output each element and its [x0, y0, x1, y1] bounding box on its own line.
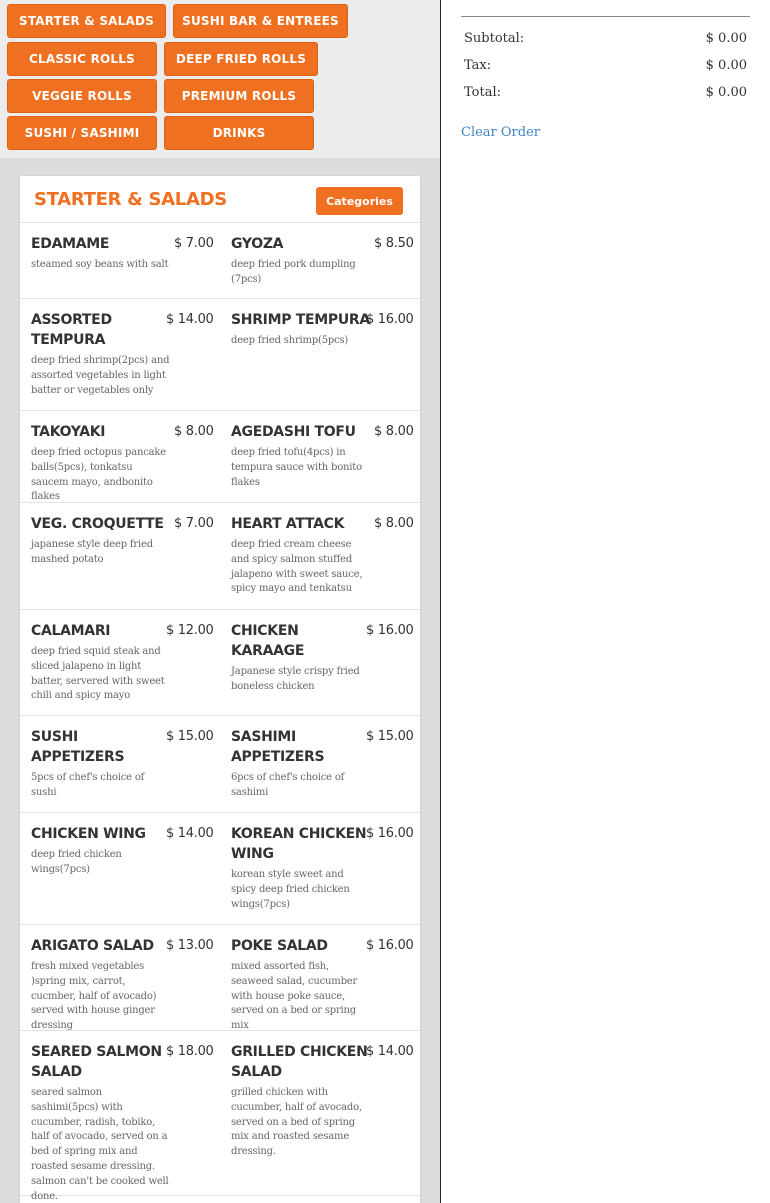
- item-price: $ 14.00: [166, 312, 214, 327]
- item-name: KOREAN CHICKEN WING: [231, 826, 367, 862]
- menu-row: [20, 299, 420, 411]
- menu-item[interactable]: [220, 503, 420, 609]
- item-name: ARIGATO SALAD: [31, 938, 154, 954]
- item-price: $ 7.00: [174, 236, 214, 251]
- menu-item[interactable]: [220, 925, 420, 1030]
- item-name: EDAMAME: [31, 236, 110, 252]
- menu-section-title: STARTER & SALADS: [34, 189, 227, 210]
- item-price: $ 15.00: [366, 729, 414, 744]
- item-name: GYOZA: [231, 236, 284, 252]
- menu-item[interactable]: [220, 716, 420, 812]
- menu-item[interactable]: [20, 299, 220, 410]
- item-name: CALAMARI: [31, 623, 111, 639]
- menu-row: [20, 716, 420, 813]
- menu-row: [20, 223, 420, 299]
- menu-item[interactable]: [20, 1031, 220, 1202]
- menu-item[interactable]: [220, 411, 420, 502]
- category-button-sushi-sashimi[interactable]: SUSHI / SASHIMI: [7, 116, 157, 150]
- menu-item[interactable]: [20, 716, 220, 812]
- category-button-sushi-bar-entrees[interactable]: SUSHI BAR & ENTREES: [173, 4, 348, 38]
- category-nav: [0, 0, 440, 158]
- categories-button[interactable]: Categories: [316, 187, 403, 215]
- item-name: TAKOYAKI: [31, 424, 106, 440]
- item-price: $ 16.00: [366, 826, 414, 841]
- tax-row: [464, 58, 747, 73]
- menu-item[interactable]: [220, 610, 420, 715]
- item-name: SEARED SALMON SALAD: [31, 1044, 162, 1080]
- item-description: Japanese style crispy fried boneless chicken: [231, 666, 360, 692]
- item-description: grilled chicken with cucumber, half of avocado, served on a bed of spring mix and roasted sesame dressing.: [231, 1087, 362, 1158]
- item-description: deep fried tofu(4pcs) in tempura sauce with bonito flakes: [231, 447, 362, 488]
- item-name: AGEDASHI TOFU: [231, 424, 356, 440]
- tax-label: Tax:: [464, 58, 492, 73]
- menu-row: [20, 610, 420, 716]
- summary-divider: [461, 16, 750, 17]
- menu-row: [20, 503, 420, 610]
- item-price: $ 8.00: [374, 516, 414, 531]
- item-price: $ 14.00: [366, 1044, 414, 1059]
- item-description: deep fried pork dumpling (7pcs): [231, 259, 356, 285]
- item-name: POKE SALAD: [231, 938, 328, 954]
- subtotal-label: Subtotal:: [464, 31, 525, 46]
- menu-item[interactable]: [220, 1031, 420, 1195]
- item-description: deep fried squid steak and sliced jalapeno in light batter, servered with sweet chili and spicy mayo: [31, 646, 165, 702]
- menu-item[interactable]: [20, 411, 220, 502]
- category-button-drinks[interactable]: DRINKS: [164, 116, 314, 150]
- menu-item[interactable]: [220, 223, 420, 298]
- menu-item[interactable]: [20, 610, 220, 715]
- item-price: $ 7.00: [174, 516, 214, 531]
- menu-item[interactable]: [20, 813, 220, 924]
- tax-value: $ 0.00: [705, 58, 747, 73]
- item-description: steamed soy beans with salt: [31, 259, 169, 270]
- item-price: $ 18.00: [166, 1044, 214, 1059]
- menu-row: [20, 1031, 420, 1202]
- total-row: [464, 85, 747, 100]
- category-button-veggie-rolls[interactable]: VEGGIE ROLLS: [7, 79, 157, 113]
- item-price: $ 16.00: [366, 312, 414, 327]
- item-price: $ 16.00: [366, 623, 414, 638]
- category-button-premium-rolls[interactable]: PREMIUM ROLLS: [164, 79, 314, 113]
- menu-row: [20, 411, 420, 503]
- item-description: 6pcs of chef's choice of sashimi: [231, 772, 345, 798]
- subtotal-value: $ 0.00: [705, 31, 747, 46]
- item-name: HEART ATTACK: [231, 516, 345, 532]
- item-description: japanese style deep fried mashed potato: [31, 539, 153, 565]
- item-name: CHICKEN WING: [31, 826, 146, 842]
- item-description: fresh mixed vegetables )spring mix, carrot, cucmber, half of avocado) served with house ginger dressing: [31, 961, 157, 1032]
- item-price: $ 15.00: [166, 729, 214, 744]
- item-name: SHRIMP TEMPURA: [231, 312, 370, 328]
- item-price: $ 8.00: [174, 424, 214, 439]
- menu-item[interactable]: [220, 813, 420, 924]
- item-description: deep fried chicken wings(7pcs): [31, 849, 122, 875]
- menu-item[interactable]: [20, 223, 220, 298]
- item-description: deep fried octopus pancake balls(5pcs), tonkatsu saucem mayo, andbonito flakes: [31, 447, 166, 503]
- menu-header: [20, 176, 420, 223]
- item-price: $ 16.00: [366, 938, 414, 953]
- clear-order-link[interactable]: Clear Order: [461, 125, 540, 140]
- item-price: $ 14.00: [166, 826, 214, 841]
- item-description: deep fried cream cheese and spicy salmon stuffed jalapeno with sweet sauce, spicy mayo and tenkatsu: [231, 539, 363, 595]
- item-description: mixed assorted fish, seaweed salad, cucumber with house poke sauce, served on a bed or spring mix: [231, 961, 358, 1032]
- item-price: $ 8.00: [374, 424, 414, 439]
- menu-row: [20, 813, 420, 925]
- category-button-starter-salads[interactable]: STARTER & SALADS: [7, 4, 166, 38]
- item-description: korean style sweet and spicy deep fried chicken wings(7pcs): [231, 869, 350, 910]
- category-button-classic-rolls[interactable]: CLASSIC ROLLS: [7, 42, 157, 76]
- item-price: $ 8.50: [374, 236, 414, 251]
- pane-divider: [440, 0, 441, 1203]
- item-name: ASSORTED TEMPURA: [31, 312, 112, 348]
- total-value: $ 0.00: [705, 85, 747, 100]
- item-description: 5pcs of chef's choice of sushi: [31, 772, 145, 798]
- item-price: $ 13.00: [166, 938, 214, 953]
- menu-row: [20, 925, 420, 1031]
- item-description: deep fried shrimp(2pcs) and assorted vegetables in light batter or vegetables only: [31, 355, 170, 396]
- item-name: SASHIMI APPETIZERS: [231, 729, 325, 765]
- item-price: $ 12.00: [166, 623, 214, 638]
- item-name: GRILLED CHICKEN SALAD: [231, 1044, 368, 1080]
- menu-card: [19, 175, 421, 1203]
- item-description: seared salmon sashimi(5pcs) with cucumber, radish, tobiko, half of avocado, served on a bed of spring mix and roasted sesame dressing. salmon can't be cooked well done.: [31, 1087, 169, 1202]
- item-description: deep fried shrimp(5pcs): [231, 335, 349, 346]
- item-name: CHICKEN KARAAGE: [231, 623, 305, 659]
- category-button-deep-fried-rolls[interactable]: DEEP FRIED ROLLS: [164, 42, 318, 76]
- subtotal-row: [464, 31, 747, 46]
- item-name: SUSHI APPETIZERS: [31, 729, 125, 765]
- menu-item[interactable]: [20, 925, 220, 1030]
- menu-item[interactable]: [220, 299, 420, 410]
- total-label: Total:: [464, 85, 502, 100]
- menu-item[interactable]: [20, 503, 220, 609]
- item-name: VEG. CROQUETTE: [31, 516, 164, 532]
